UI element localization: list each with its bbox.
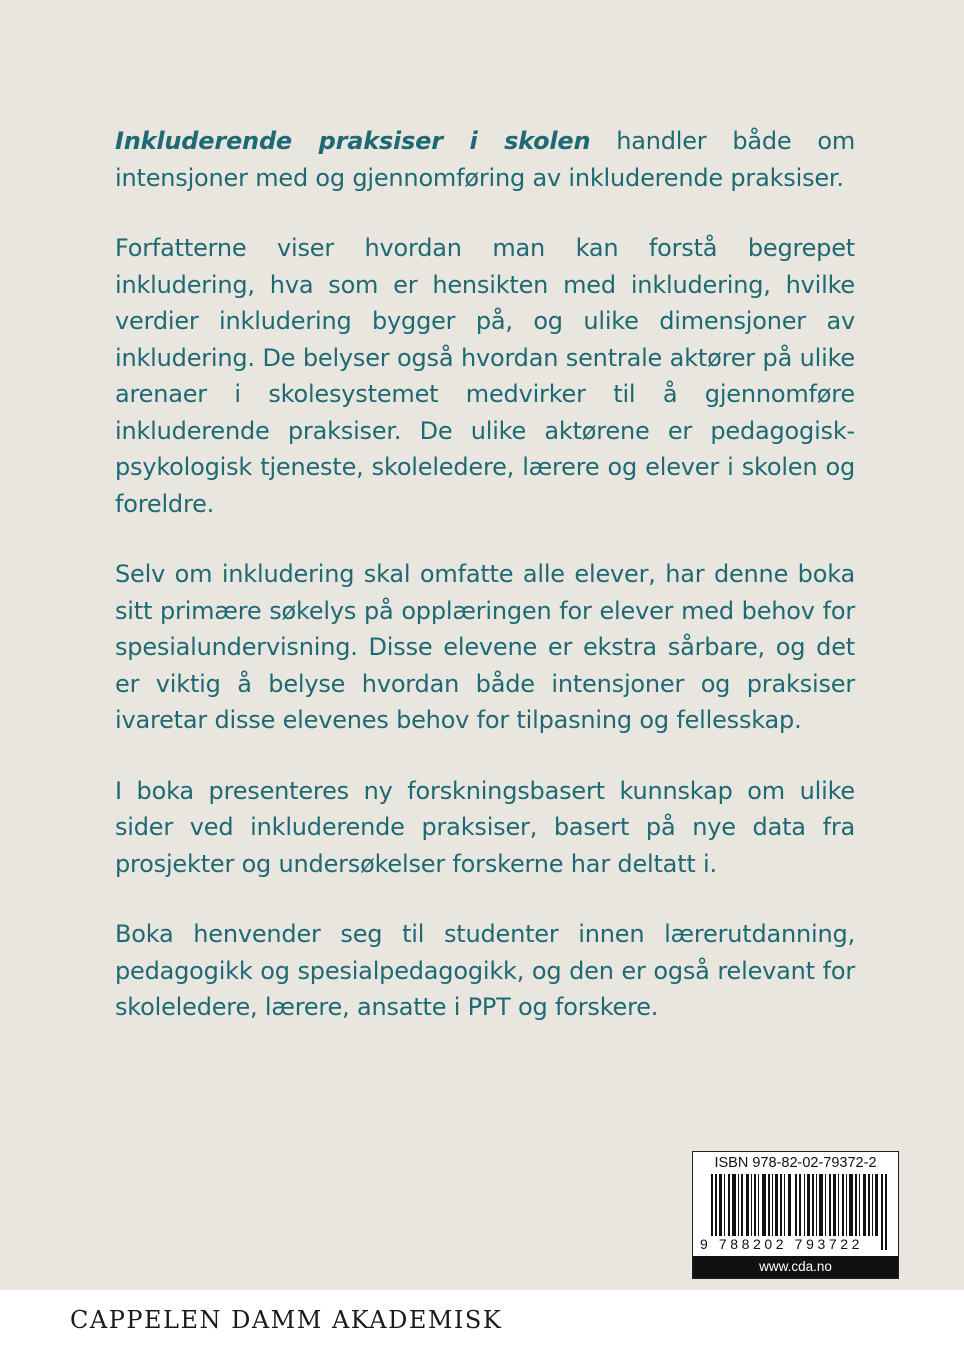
blurb-paragraph-5: Boka henvender seg til studenter innen lærerutdanning, pedagogikk og spesialpedagogikk, og den er også relevant for skoleledere, lærere, ansatte i PPT og forskere. (115, 920, 855, 1021)
isbn-label: ISBN 978-82-02-79372-2 (714, 1155, 877, 1171)
isbn-barcode (692, 1151, 899, 1279)
publisher-url: www.cda.no (693, 1256, 898, 1278)
blurb-lead-text: handler både om intensjoner med og gjennomføring av inkluderende praksiser. (115, 127, 855, 192)
back-cover-blurb (115, 123, 855, 1060)
blurb-paragraph-4: I boka presenteres ny forskningsbasert kunnskap om ulike sider ved inkluderende praksiser, basert på nye data fra prosjekter og undersøkelser forskerne har deltatt i. (115, 776, 855, 878)
book-title-inline: Inkluderende praksiser i skolen (115, 127, 591, 155)
blurb-paragraph-3: Selv om inkludering skal omfatte alle elever, har denne boka sitt primære søkelys på opplæringen for elever med behov for spesialundervisning. Disse elevene er ekstra sårbare, og det er viktig å belyse hvordan både intensjoner og praksiser ivaretar disse elevenes behov for tilpasning og fellesskap. (115, 560, 855, 734)
barcode-digits-text: 9 788202 793722 (700, 1236, 863, 1252)
barcode-digits (699, 1236, 895, 1252)
publisher-logo: CAPPELEN DAMM AKADEMISK (70, 1306, 503, 1334)
blurb-paragraph-1 (115, 123, 855, 196)
blurb-paragraph-2: Forfatterne viser hvordan man kan forstå begrepet inkludering, hva som er hensikten med inkludering, hvilke verdier inkludering bygger på, og ulike dimensjoner av inkludering. De belyser også hvordan sentrale aktører på ulike arenaer i skolesystemet medvirker til å gjennomføre inkluderende praksiser. De ulike aktørene er pedagogisk-psykologisk tjeneste, skoleledere, lærere og elever i skolen og foreldre. (115, 234, 855, 518)
